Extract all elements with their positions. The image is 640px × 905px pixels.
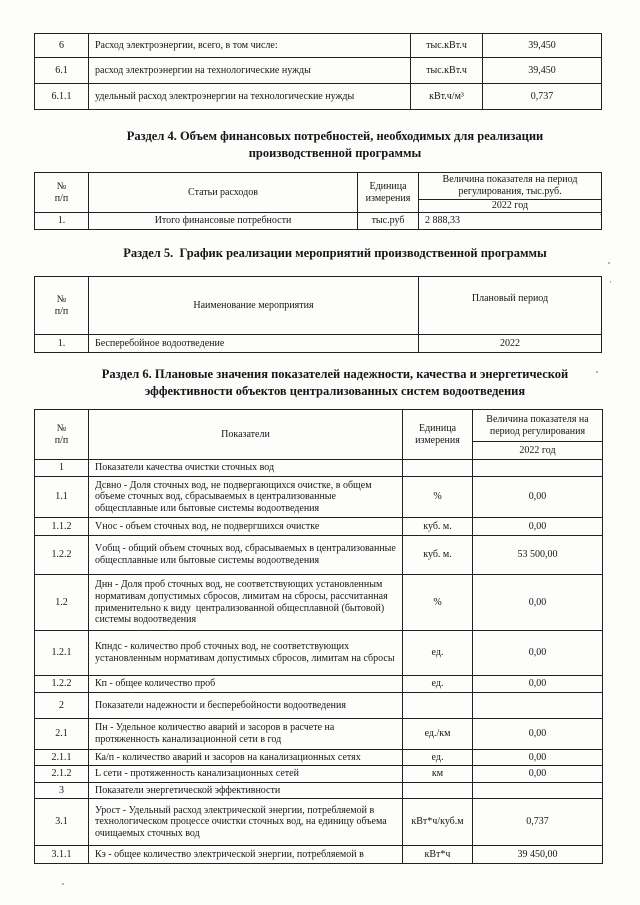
- indicator-name-cell: Дсвно - Доля сточных вод, не подвергающихся очистке, в общем объеме сточных вод, сбрасываемых в централизованные общесплавные или бытовые системы водоотведения: [89, 477, 403, 518]
- table-section-row: [35, 693, 603, 719]
- row-number-cell: 2.1.2: [35, 766, 89, 783]
- row-number-cell: 3.1.1: [35, 846, 89, 864]
- header-number-line: №: [56, 293, 67, 305]
- measure-name-cell: Бесперебойное водоотведение: [89, 335, 419, 353]
- table-header-row: [35, 410, 603, 442]
- value-cell: 0,737: [473, 799, 603, 846]
- row-number-cell: 2.1.1: [35, 750, 89, 766]
- unit-cell: куб. м.: [403, 536, 473, 575]
- unit-cell: ед.: [403, 676, 473, 693]
- row-number-cell: 1.2.2: [35, 536, 89, 575]
- scan-speck: [608, 262, 610, 264]
- header-unit-cell: Единица измерения: [358, 173, 419, 213]
- section5-title-line: Раздел 5. График реализации мероприятий производственной программы: [123, 246, 547, 260]
- row-number-cell: 1: [35, 460, 89, 477]
- unit-cell: кВт*ч/куб.м: [403, 799, 473, 846]
- scan-speck: [62, 883, 64, 885]
- section4-title: [35, 128, 635, 162]
- table-row: [35, 536, 603, 575]
- indicator-group-cell: Показатели качества очистки сточных вод: [89, 460, 403, 477]
- section6-title-line2: эффективности объектов централизованных систем водоотведения: [144, 384, 526, 398]
- row-number-cell: 1.: [35, 335, 89, 353]
- unit-cell: тыс.руб: [358, 213, 419, 230]
- section4-title-line2: производственной программы: [248, 146, 422, 160]
- table-section-row: [35, 783, 603, 799]
- unit-cell: кВт.ч/м³: [411, 84, 483, 110]
- header-year-cell: 2022 год: [473, 442, 603, 460]
- unit-cell: ед.: [403, 750, 473, 766]
- row-number-cell: 1.2.2: [35, 676, 89, 693]
- row-number-cell: 1.1.2: [35, 518, 89, 536]
- indicator-name-cell: Кп - общее количество проб: [89, 676, 403, 693]
- row-number-cell: 6.1: [35, 58, 89, 84]
- value-cell: 39 450,00: [473, 846, 603, 864]
- table-row: [35, 719, 603, 750]
- scan-speck: [596, 371, 598, 373]
- table-header-row: [35, 277, 602, 335]
- table-row: [35, 477, 603, 518]
- indicator-name-cell: Пн - Удельное количество аварий и засоров в расчете на протяженность канализационной сети в год: [89, 719, 403, 750]
- value-cell: 0,00: [473, 719, 603, 750]
- value-cell: 0,00: [473, 631, 603, 676]
- expense-item-cell: Итого финансовые потребности: [89, 213, 358, 230]
- header-number-cell: [35, 410, 89, 460]
- value-cell: 39,450: [483, 58, 602, 84]
- value-cell: 39,450: [483, 34, 602, 58]
- value-cell: 0,00: [473, 575, 603, 631]
- header-indicator-cell: Показатели: [89, 410, 403, 460]
- value-cell: 53 500,00: [473, 536, 603, 575]
- row-number-cell: 6.1.1: [35, 84, 89, 110]
- unit-cell: тыс.кВт.ч: [411, 58, 483, 84]
- value-cell: [473, 460, 603, 477]
- unit-cell: ед./км: [403, 719, 473, 750]
- row-number-cell: 3: [35, 783, 89, 799]
- value-cell: 2 888,33: [419, 213, 602, 230]
- header-number-line: №: [56, 422, 67, 434]
- indicator-name-cell: Ка/п - количество аварий и засоров на канализационных сетях: [89, 750, 403, 766]
- row-number-cell: 2.1: [35, 719, 89, 750]
- indicator-name-cell: Vобщ - общий объем сточных вод, сбрасываемых в централизованные общесплавные или бытовые системы водоотведения: [89, 536, 403, 575]
- table-row: [35, 84, 602, 110]
- row-number-cell: 2: [35, 693, 89, 719]
- table-row: [35, 676, 603, 693]
- unit-cell: куб. м.: [403, 518, 473, 536]
- unit-cell: [403, 783, 473, 799]
- section6-title: [35, 366, 635, 400]
- period-cell: 2022: [419, 335, 602, 353]
- table-row: [35, 58, 602, 84]
- header-number-cell: [35, 277, 89, 335]
- row-number-cell: 1.: [35, 213, 89, 230]
- table-section-row: [35, 460, 603, 477]
- indicator-name-cell: L сети - протяженность канализационных сетей: [89, 766, 403, 783]
- indicator-name-cell: Днн - Доля проб сточных вод, не соответствующих установленным нормативам допустимых сбросов, лимитам на сбросы, рассчитанная применительно к виду централизованной общесплавной (бытовой) системы водоотведения: [89, 575, 403, 631]
- indicator-name-cell: Кпндс - количество проб сточных вод, не соответствующих установленным нормативам допустимых сбросов, лимитам на сбросы: [89, 631, 403, 676]
- table-row: [35, 846, 603, 864]
- row-number-cell: 1.2.1: [35, 631, 89, 676]
- value-cell: 0,737: [483, 84, 602, 110]
- value-cell: [473, 693, 603, 719]
- header-period-cell: Плановый период: [419, 277, 602, 335]
- table-row: [35, 213, 602, 230]
- table-row: [35, 34, 602, 58]
- scan-speck: [600, 214, 601, 215]
- unit-cell: км: [403, 766, 473, 783]
- table-row: [35, 799, 603, 846]
- energy-table: [34, 33, 602, 110]
- finance-table: [34, 172, 602, 230]
- table-row: [35, 575, 603, 631]
- unit-cell: [403, 693, 473, 719]
- table-row: [35, 750, 603, 766]
- header-number-line: п/п: [54, 305, 69, 317]
- header-value-cell: Величина показателя на период регулирования: [473, 410, 603, 442]
- header-number-cell: [35, 173, 89, 213]
- unit-cell: %: [403, 575, 473, 631]
- unit-cell: тыс.кВт.ч: [411, 34, 483, 58]
- value-cell: 0,00: [473, 750, 603, 766]
- header-item-cell: Статьи расходов: [89, 173, 358, 213]
- unit-cell: ед.: [403, 631, 473, 676]
- row-number-cell: 6: [35, 34, 89, 58]
- header-number-line: п/п: [54, 192, 69, 204]
- row-number-cell: 1.1: [35, 477, 89, 518]
- indicator-name-cell: Расход электроэнергии, всего, в том числе:: [89, 34, 411, 58]
- scan-speck: [610, 281, 611, 283]
- indicator-name-cell: Урост - Удельный расход электрической энергии, потребляемой в технологическом процессе очистки сточных вод, на единицу объема очищаемых сточных вод: [89, 799, 403, 846]
- table-row: [35, 766, 603, 783]
- header-value-cell: Величина показателя на период регулирования, тыс.руб.: [419, 173, 602, 200]
- indicator-name-cell: Кэ - общее количество электрической энергии, потребляемой в: [89, 846, 403, 864]
- value-cell: 0,00: [473, 477, 603, 518]
- value-cell: 0,00: [473, 518, 603, 536]
- value-cell: 0,00: [473, 766, 603, 783]
- row-number-cell: 3.1: [35, 799, 89, 846]
- unit-cell: %: [403, 477, 473, 518]
- section4-title-line1: Раздел 4. Объем финансовых потребностей, необходимых для реализации: [126, 129, 544, 143]
- indicator-name-cell: удельный расход электроэнергии на технологические нужды: [89, 84, 411, 110]
- indicators-table: [34, 409, 603, 864]
- value-cell: [473, 783, 603, 799]
- section5-title: [35, 245, 635, 262]
- table-header-row: [35, 173, 602, 200]
- table-row: [35, 518, 603, 536]
- value-cell: 0,00: [473, 676, 603, 693]
- header-measure-cell: Наименование мероприятия: [89, 277, 419, 335]
- table-row: [35, 631, 603, 676]
- row-number-cell: 1.2: [35, 575, 89, 631]
- unit-cell: кВт*ч: [403, 846, 473, 864]
- header-unit-cell: Единица измерения: [403, 410, 473, 460]
- header-number-line: п/п: [54, 434, 69, 446]
- indicator-group-cell: Показатели надежности и бесперебойности водоотведения: [89, 693, 403, 719]
- unit-cell: [403, 460, 473, 477]
- header-number-line: №: [56, 180, 67, 192]
- section6-title-line1: Раздел 6. Плановые значения показателей надежности, качества и энергетической: [101, 367, 569, 381]
- indicator-name-cell: Vнос - объем сточных вод, не подвергшихся очистке: [89, 518, 403, 536]
- indicator-group-cell: Показатели энергетической эффективности: [89, 783, 403, 799]
- header-year-cell: 2022 год: [419, 200, 602, 213]
- table-row: [35, 335, 602, 353]
- schedule-table: [34, 276, 602, 353]
- indicator-name-cell: расход электроэнергии на технологические нужды: [89, 58, 411, 84]
